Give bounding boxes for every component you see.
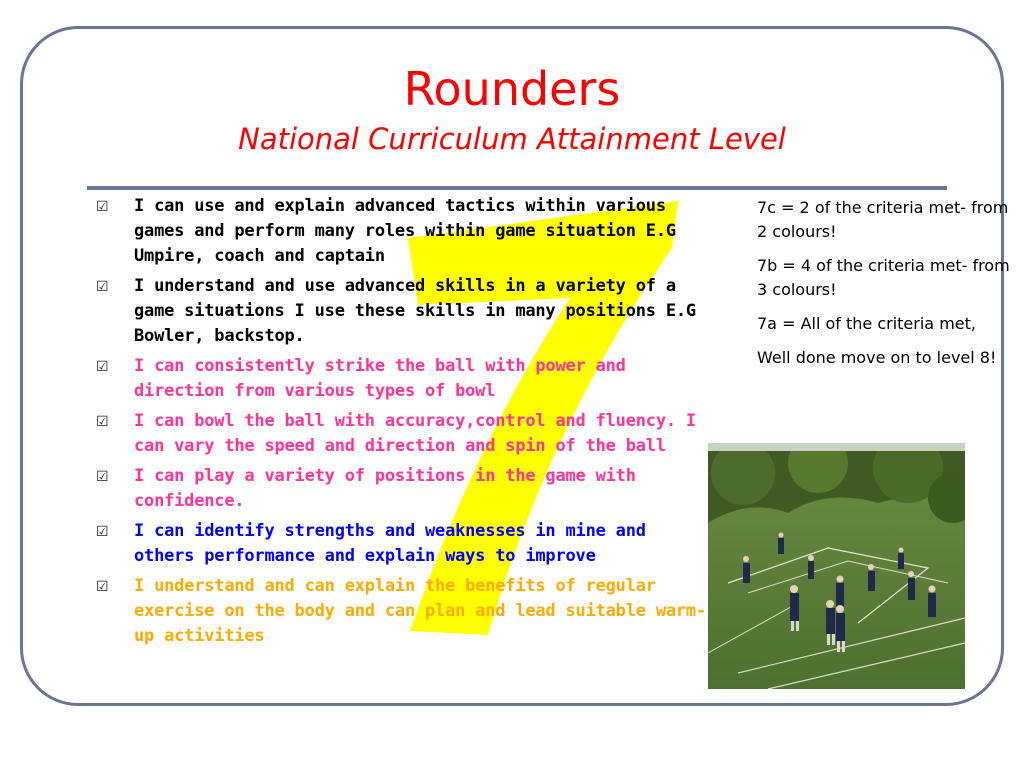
checkbox-icon: ☑: [96, 414, 109, 430]
slide-subtitle: National Curriculum Attainment Level: [238, 122, 786, 156]
bullet-text: I understand and can explain the benefits of regular exercise on the body and can plan and lead suitable warm-up activities: [134, 576, 706, 646]
bullet-text: I can identify strengths and weaknesses in mine and others performance and explain ways to improve: [134, 521, 646, 566]
title-divider: [87, 186, 947, 190]
bullet-text: I can use and explain advanced tactics within various games and perform many roles within game situation E.G Umpire, coach and captain: [134, 196, 676, 266]
bullet-text: I can play a variety of positions in the game with confidence.: [134, 466, 636, 511]
rounders-game-photo: [708, 443, 965, 689]
checkbox-icon: ☑: [96, 279, 109, 295]
list-item: [96, 409, 706, 459]
checkbox-icon: ☑: [96, 469, 109, 485]
criteria-next-level: Well done move on to level 8!: [757, 348, 997, 367]
checkbox-icon: ☑: [96, 199, 109, 215]
attainment-list: [96, 194, 706, 654]
list-item: [96, 194, 706, 269]
checkbox-icon: ☑: [96, 579, 109, 595]
checkbox-icon: ☑: [96, 524, 109, 540]
slide-title: Rounders: [403, 62, 621, 116]
bullet-text: I understand and use advanced skills in a variety of a game situations I use these skills in many positions E.G Bowler, backstop.: [134, 276, 696, 346]
list-item: [96, 574, 706, 649]
criteria-7c: 7c = 2 of the criteria met- from 2 colours!: [757, 198, 1009, 241]
list-item: [96, 519, 706, 569]
list-item: [96, 464, 706, 514]
list-item: [96, 274, 706, 349]
criteria-7a: 7a = All of the criteria met,: [757, 314, 976, 333]
criteria-7b: 7b = 4 of the criteria met- from 3 colours!: [757, 256, 1010, 299]
list-item: [96, 354, 706, 404]
level-criteria: [757, 196, 1012, 380]
checkbox-icon: ☑: [96, 359, 109, 375]
bullet-text: I can consistently strike the ball with power and direction from various types of bowl: [134, 356, 626, 401]
bullet-text: I can bowl the ball with accuracy,control and fluency. I can vary the speed and direction and spin of the ball: [134, 411, 696, 456]
